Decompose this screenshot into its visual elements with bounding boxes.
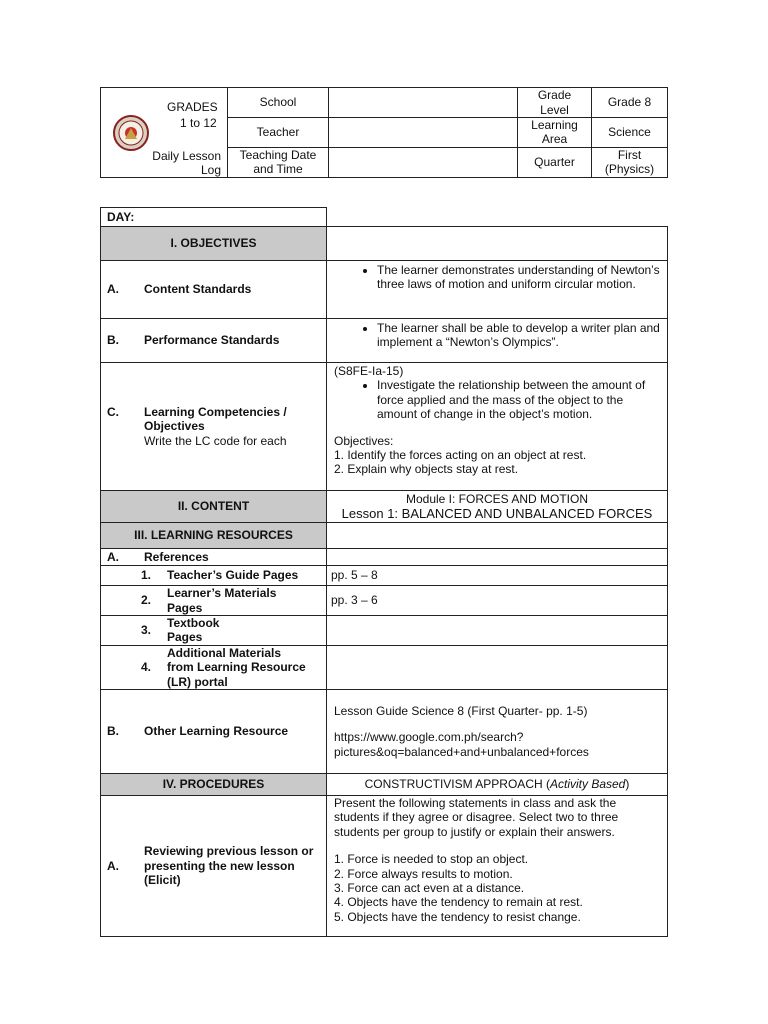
header-table <box>100 87 668 178</box>
review-intro: Present the following statements in class and ask the students if they agree or disagree. Select two to three students per group to justify or explain their answers. <box>334 795 619 839</box>
content-heading: II. CONTENT <box>101 491 327 523</box>
performance-standards-bullet: • The learner shall be able to develop a writer plan and implement a “Newton’s Olympics”. <box>377 321 663 350</box>
textbook-num: 3. <box>141 623 152 638</box>
references-blank <box>327 549 668 566</box>
content-standards-label <box>101 261 327 319</box>
google-link-line2[interactable]: pictures&oq=balanced+and+unbalanced+forces <box>334 744 589 759</box>
day-label: DAY: <box>101 208 327 228</box>
references-label <box>101 549 327 566</box>
teacher-label: Teacher <box>228 118 329 148</box>
review-sub: (Elicit) <box>144 873 181 888</box>
additional-materials-label <box>101 645 327 689</box>
content-standards-bullet: • The learner demonstrates understanding of Newton’s three laws of motion and uniform circular motion. <box>377 263 663 292</box>
references-letter: A. <box>107 549 119 564</box>
procedures-heading: IV. PROCEDURES <box>101 773 327 795</box>
lc-code: (S8FE-Ia-15) <box>334 364 404 378</box>
tg-text: Teacher’s Guide Pages <box>167 568 299 583</box>
textbook-pages-label <box>101 616 327 646</box>
resources-heading: III. LEARNING RESOURCES <box>101 523 327 549</box>
school-label: School <box>228 88 329 118</box>
tg-pages-label <box>101 566 327 586</box>
performance-standards-label <box>101 319 327 363</box>
grades-range: 1 to 12 <box>180 115 217 130</box>
other-resource-label <box>101 689 327 773</box>
review-value[interactable] <box>327 795 668 936</box>
header-logo-cell <box>101 88 228 178</box>
tg-pages-value[interactable]: pp. 5 – 8 <box>327 566 668 586</box>
additional-materials-value[interactable] <box>327 645 668 689</box>
competencies-label <box>101 363 327 491</box>
additional-num: 4. <box>141 660 152 675</box>
learning-area-label: Learning Area <box>518 118 592 148</box>
grades-label: GRADES <box>167 100 218 114</box>
competencies-text: Learning Competencies / Objectives <box>144 404 287 434</box>
lm-num: 2. <box>141 593 152 608</box>
other-resource-value[interactable] <box>327 689 668 773</box>
teacher-field[interactable] <box>329 118 518 148</box>
lesson-guide-ref: Lesson Guide Science 8 (First Quarter- pp. 1-5) <box>334 703 588 718</box>
resources-heading-blank <box>327 523 668 549</box>
approach-label <box>327 773 668 795</box>
tg-num: 1. <box>141 568 152 583</box>
teaching-date-field[interactable] <box>329 147 518 177</box>
competencies-value[interactable] <box>327 363 668 491</box>
textbook-pages-value[interactable] <box>327 616 668 646</box>
references-text: References <box>144 549 209 564</box>
competencies-sub: Write the LC code for each <box>144 433 287 448</box>
approach-italic: Activity Based <box>549 777 626 792</box>
lesson-log-table <box>100 226 668 937</box>
objectives-heading-blank <box>327 227 668 261</box>
competencies-bullet: • Investigate the relationship between the amount of force applied and the mass of the object to the amount of change in the object’s motion. <box>377 378 663 421</box>
quarter-label: Quarter <box>518 147 592 177</box>
statement-1: 1. Force is needed to stop an object. <box>334 852 529 867</box>
learning-area-value[interactable]: Science <box>592 118 668 148</box>
teaching-date-label: Teaching Date and Time <box>228 147 329 177</box>
objectives-list-label: Objectives: <box>334 433 394 448</box>
review-letter: A. <box>107 858 119 873</box>
performance-standards-text: Performance Standards <box>144 333 280 348</box>
quarter-value[interactable]: First (Physics) <box>592 147 668 177</box>
objectives-heading: I. OBJECTIVES <box>101 227 327 261</box>
content-standards-letter: A. <box>107 282 119 297</box>
other-resource-letter: B. <box>107 724 119 739</box>
grade-level-value[interactable]: Grade 8 <box>592 88 668 118</box>
day-table <box>100 207 327 228</box>
performance-standards-value[interactable] <box>327 319 668 363</box>
statement-5: 5. Objects have the tendency to resist change. <box>334 909 581 924</box>
content-standards-value[interactable] <box>327 261 668 319</box>
competencies-letter: C. <box>107 404 119 419</box>
review-text: Reviewing previous lesson or presenting the new lesson <box>144 844 314 873</box>
grade-level-label: Grade Level <box>518 88 592 118</box>
objective-1: 1. Identify the forces acting on an object at rest. <box>334 447 587 462</box>
performance-standards-letter: B. <box>107 333 119 348</box>
other-resource-text: Other Learning Resource <box>144 724 289 739</box>
statement-3: 3. Force can act even at a distance. <box>334 880 525 895</box>
objective-2: 2. Explain why objects stay at rest. <box>334 462 519 477</box>
school-field[interactable] <box>329 88 518 118</box>
google-link-line1[interactable]: https://www.google.com.ph/search? <box>334 730 524 745</box>
statement-2: 2. Force always results to motion. <box>334 866 513 881</box>
review-label <box>101 795 327 936</box>
statement-4: 4. Objects have the tendency to remain at rest. <box>334 895 583 910</box>
daily-lesson-log-label: Daily Lesson Log <box>152 148 221 178</box>
additional-text: Additional Materials from Learning Resource (LR) portal <box>167 645 306 689</box>
lm-text: Learner’s Materials Pages <box>167 586 277 615</box>
lm-pages-label <box>101 586 327 616</box>
deped-seal-icon <box>113 115 149 151</box>
content-value[interactable] <box>327 491 668 523</box>
content-standards-text: Content Standards <box>144 282 252 297</box>
textbook-text: Textbook Pages <box>167 616 220 645</box>
lm-pages-value[interactable]: pp. 3 – 6 <box>327 586 668 616</box>
module-title: Module I: FORCES AND MOTION <box>405 491 589 506</box>
lesson-title: Lesson 1: BALANCED AND UNBALANCED FORCES <box>341 505 653 521</box>
approach-text: CONSTRUCTIVISM APPROACH ( <box>364 777 550 792</box>
approach-end: ) <box>625 777 630 792</box>
